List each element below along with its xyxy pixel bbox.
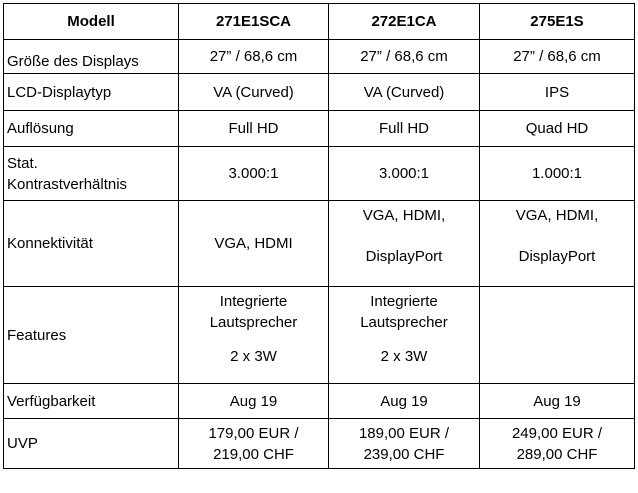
- row-label: Konnektivität: [4, 201, 179, 287]
- cell-line: DisplayPort: [518, 248, 596, 265]
- cell-line: 289,00 CHF: [516, 445, 598, 463]
- cell-line: Lautsprecher: [209, 314, 298, 331]
- header-272e1ca: 272E1CA: [329, 4, 480, 40]
- row-contrast: [4, 147, 635, 201]
- row-connectivity: [4, 201, 635, 287]
- header-275e1s: 275E1S: [480, 4, 635, 40]
- cell-line: 179,00 EUR /: [208, 424, 299, 442]
- table-cell: Aug 19: [480, 384, 635, 419]
- table-cell: Aug 19: [329, 384, 480, 419]
- table-cell: [480, 287, 635, 384]
- table-cell: Full HD: [329, 111, 480, 147]
- table-cell: [329, 287, 480, 384]
- cell-line: VGA, HDMI,: [362, 207, 446, 224]
- cell-line: 2 x 3W: [380, 348, 428, 365]
- table-cell: 27” / 68,6 cm: [480, 40, 635, 74]
- table-cell: VGA, HDMI: [179, 201, 329, 287]
- cell-line: Lautsprecher: [360, 314, 448, 331]
- header-modell: Modell: [4, 4, 179, 40]
- row-label: Auflösung: [4, 111, 179, 147]
- table-cell: 27” / 68,6 cm: [179, 40, 329, 74]
- cell-line: 2 x 3W: [230, 348, 277, 365]
- row-label: Features: [4, 287, 179, 384]
- table-cell: [480, 419, 635, 469]
- cell-line: 249,00 EUR /: [511, 424, 603, 442]
- table-cell: 1.000:1: [480, 147, 635, 201]
- table-cell: [179, 419, 329, 469]
- row-label-line: Stat.: [7, 154, 38, 172]
- cell-line: 219,00 CHF: [213, 445, 294, 463]
- table-cell: Aug 19: [179, 384, 329, 419]
- row-price: [4, 419, 635, 469]
- row-availability: [4, 384, 635, 419]
- table-cell: [480, 201, 635, 287]
- cell-line: DisplayPort: [365, 248, 443, 265]
- cell-line: Integrierte: [370, 293, 438, 310]
- table-cell: 3.000:1: [179, 147, 329, 201]
- table-cell: IPS: [480, 74, 635, 111]
- table-cell: Quad HD: [480, 111, 635, 147]
- spec-table: [3, 3, 635, 469]
- row-label: Größe des Displays: [4, 40, 179, 74]
- header-row: [4, 4, 635, 40]
- cell-line: 239,00 CHF: [363, 445, 445, 463]
- cell-line: Integrierte: [219, 293, 288, 310]
- row-resolution: [4, 111, 635, 147]
- row-label-line: Kontrastverhältnis: [7, 175, 128, 193]
- table-cell: VA (Curved): [179, 74, 329, 111]
- row-label: Verfügbarkeit: [4, 384, 179, 419]
- row-label: LCD-Displaytyp: [4, 74, 179, 111]
- row-lcd-type: [4, 74, 635, 111]
- cell-line: 189,00 EUR /: [358, 424, 450, 442]
- table-cell: [329, 201, 480, 287]
- table-cell: Full HD: [179, 111, 329, 147]
- table-cell: [329, 419, 480, 469]
- header-271e1sca: 271E1SCA: [179, 4, 329, 40]
- table-cell: 27” / 68,6 cm: [329, 40, 480, 74]
- row-label: [4, 147, 179, 201]
- row-display-size: [4, 40, 635, 74]
- cell-line: VGA, HDMI,: [515, 207, 599, 224]
- row-label: UVP: [4, 419, 179, 469]
- table-cell: [179, 287, 329, 384]
- table-cell: VA (Curved): [329, 74, 480, 111]
- row-features: [4, 287, 635, 384]
- table-cell: 3.000:1: [329, 147, 480, 201]
